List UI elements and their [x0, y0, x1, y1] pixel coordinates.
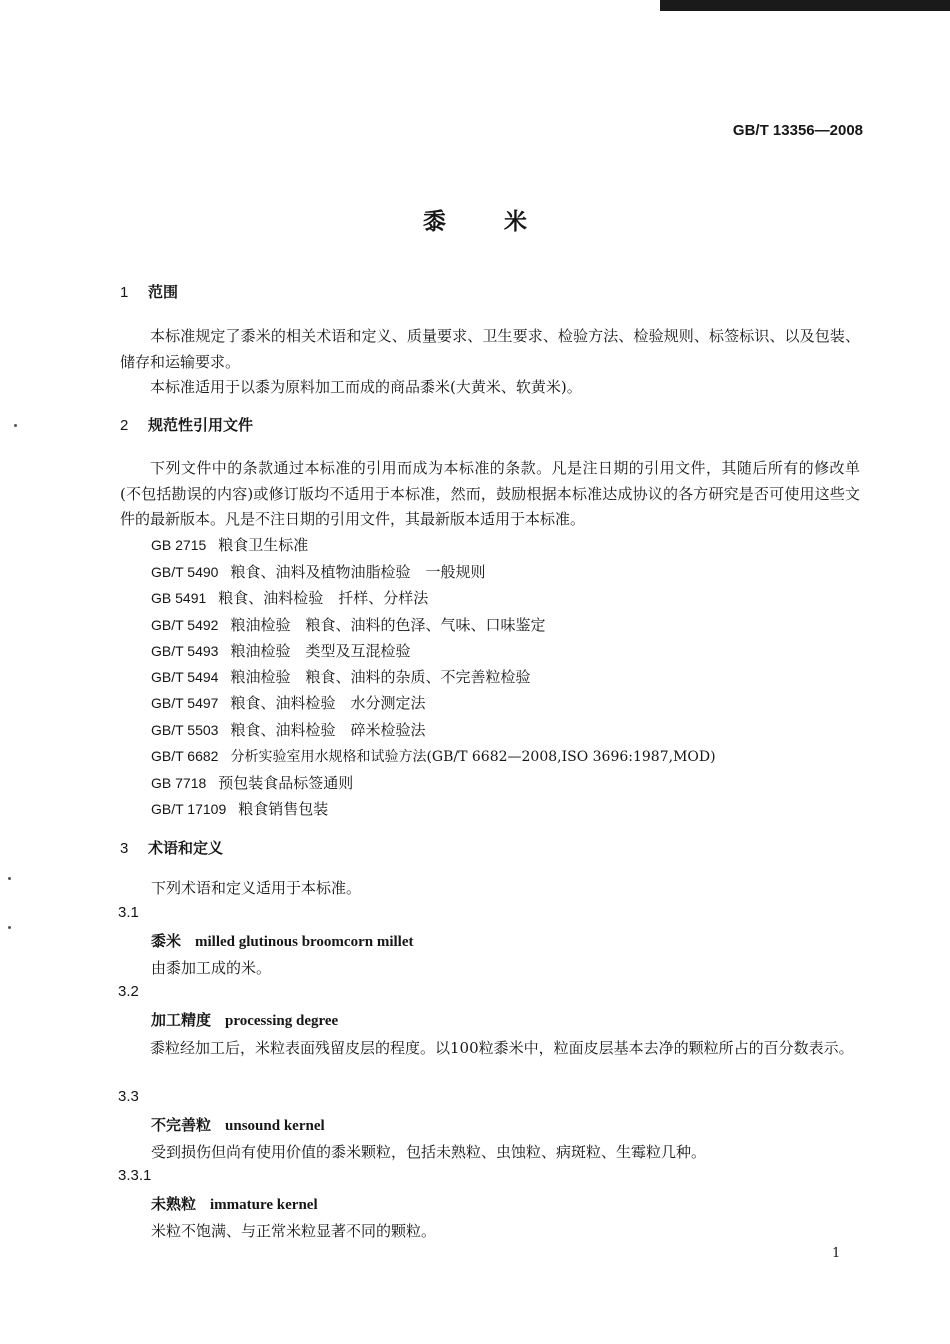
scope-paragraph-1: 本标准规定了黍米的相关术语和定义、质量要求、卫生要求、检验方法、检验规则、标签标识、以及包装、储存和运输要求。 [120, 327, 860, 371]
term-number: 3.2 [118, 983, 139, 1000]
ref-code: GB/T 17109 [151, 801, 227, 817]
term-definition: 米粒不饱满、与正常米粒显著不同的颗粒。 [151, 1222, 437, 1240]
standard-number: GB/T 13356—2008 [732, 122, 863, 139]
ref-title: 粮食、油料及植物油脂检验 一般规则 [230, 563, 486, 581]
ref-item [151, 772, 353, 793]
ref-title: 分析实验室用水规格和试验方法(GB/T 6682—2008,ISO 3696:1987,MOD) [230, 749, 716, 765]
term-zh: 不完善粒 [151, 1116, 212, 1134]
section-heading-normative [120, 414, 253, 435]
ref-title: 粮食卫生标准 [218, 536, 309, 554]
ref-code: GB/T 5490 [151, 564, 219, 580]
ref-title: 粮食销售包装 [238, 800, 329, 818]
term-definition: 由黍加工成的米。 [151, 959, 272, 977]
ref-title: 粮油检验 类型及互混检验 [230, 642, 411, 660]
normative-intro: 下列文件中的条款通过本标准的引用而成为本标准的条款。凡是注日期的引用文件，其随后所有的修改单(不包括勘误的内容)或修订版均不适用于本标准，然而，鼓励根据本标准达成协议的各方研究是否可使用这些文件的最新版本。凡是不注日期的引用文件，其最新版本适用于本标准。 [120, 459, 860, 528]
terms-intro: 下列术语和定义适用于本标准。 [151, 879, 362, 897]
term-number: 3.1 [118, 904, 139, 921]
section-heading-scope [120, 281, 178, 302]
ref-code: GB 7718 [151, 775, 207, 791]
term-en: milled glutinous broomcorn millet [195, 934, 414, 950]
ref-code: GB/T 5493 [151, 643, 219, 659]
section-heading-terms [120, 837, 223, 858]
ref-item [151, 692, 425, 713]
ref-item [151, 719, 425, 740]
section-number: 1 [120, 284, 129, 301]
term-en: processing degree [225, 1013, 339, 1029]
term-definition: 受到损伤但尚有使用价值的黍米颗粒，包括未熟粒、虫蚀粒、病斑粒、生霉粒几种。 [151, 1143, 707, 1161]
ref-title: 预包装食品标签通则 [218, 774, 354, 792]
ref-code: GB 2715 [151, 537, 207, 553]
ref-title: 粮食、油料检验 扦样、分样法 [218, 589, 429, 607]
ref-title: 粮食、油料检验 水分测定法 [230, 694, 426, 712]
term-en: immature kernel [210, 1197, 318, 1213]
section-title: 术语和定义 [148, 839, 224, 857]
ref-item [151, 587, 428, 608]
ref-item [151, 561, 485, 582]
top-scan-border [660, 0, 950, 11]
section-number: 2 [120, 417, 129, 434]
ref-code: GB/T 5497 [151, 695, 219, 711]
page-number: 1 [832, 1246, 841, 1261]
term-zh: 黍米 [151, 932, 182, 950]
ref-code: GB/T 5492 [151, 617, 219, 633]
ref-title: 粮油检验 粮食、油料的色泽、气味、口味鉴定 [230, 616, 546, 634]
scan-speck [14, 424, 17, 427]
term-heading [151, 930, 414, 951]
ref-item [151, 798, 328, 819]
section-number: 3 [120, 840, 129, 857]
ref-code: GB 5491 [151, 590, 207, 606]
scan-speck [8, 926, 11, 929]
ref-title: 粮油检验 粮食、油料的杂质、不完善粒检验 [230, 668, 531, 686]
term-en: unsound kernel [225, 1118, 325, 1134]
ref-item [151, 640, 410, 661]
term-heading [151, 1009, 338, 1030]
ref-item [151, 746, 716, 766]
term-zh: 加工精度 [151, 1011, 212, 1029]
ref-code: GB/T 6682 [151, 748, 219, 764]
ref-item [151, 614, 545, 635]
scan-speck [8, 877, 11, 880]
term-number: 3.3.1 [118, 1167, 152, 1184]
ref-title: 粮食、油料检验 碎米检验法 [230, 721, 426, 739]
term-heading [151, 1114, 325, 1135]
term-definition: 黍粒经加工后，米粒表面残留皮层的程度。以100粒黍米中，粒面皮层基本去净的颗粒所占的百分数表示。 [150, 1039, 854, 1057]
ref-item [151, 666, 530, 687]
ref-code: GB/T 5503 [151, 722, 219, 738]
ref-code: GB/T 5494 [151, 669, 219, 685]
section-title: 范围 [148, 283, 179, 301]
ref-item [151, 534, 308, 555]
scope-paragraph-2: 本标准适用于以黍为原料加工而成的商品黍米(大黄米、软黄米)。 [150, 378, 582, 396]
document-title: 黍米 [423, 209, 585, 235]
term-zh: 未熟粒 [151, 1195, 197, 1213]
section-title: 规范性引用文件 [148, 416, 254, 434]
term-heading [151, 1193, 318, 1214]
term-number: 3.3 [118, 1088, 139, 1105]
